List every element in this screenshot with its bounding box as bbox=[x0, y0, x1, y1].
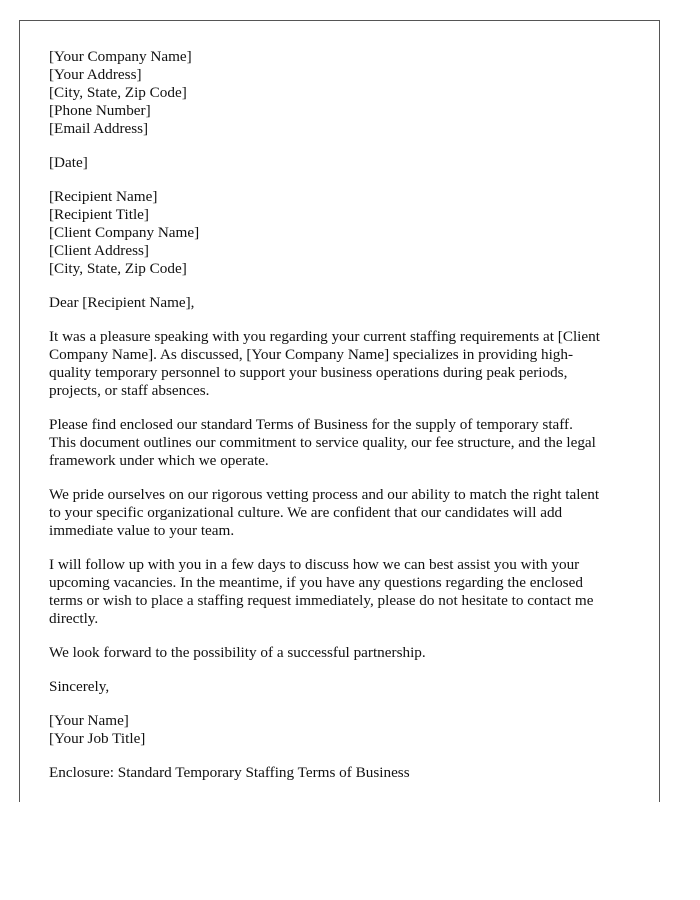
date-block bbox=[49, 154, 639, 172]
sender-company: [Your Company Name] bbox=[49, 48, 192, 65]
paragraph-line: terms or wish to place a staffing request immediately, please do not hesitate to contact me bbox=[49, 592, 594, 609]
paragraph-line: directly. bbox=[49, 610, 99, 627]
paragraph-line: Please find enclosed our standard Terms of Business for the supply of temporary staff. bbox=[49, 416, 573, 433]
paragraph-line: framework under which we operate. bbox=[49, 452, 269, 469]
paragraph-line: We look forward to the possibility of a successful partnership. bbox=[49, 644, 426, 661]
paragraph-line: I will follow up with you in a few days to discuss how we can best assist you with your bbox=[49, 556, 580, 573]
sender-city-state-zip: [City, State, Zip Code] bbox=[49, 84, 187, 101]
recipient-title: [Recipient Title] bbox=[49, 206, 149, 223]
sender-phone: [Phone Number] bbox=[49, 102, 151, 119]
sender-block bbox=[49, 48, 639, 138]
letter-content bbox=[49, 48, 639, 782]
paragraph-line: immediate value to your team. bbox=[49, 522, 235, 539]
body-paragraph-2 bbox=[49, 416, 639, 470]
sender-email: [Email Address] bbox=[49, 120, 149, 137]
body-paragraph-4 bbox=[49, 556, 639, 628]
signature-block bbox=[49, 712, 639, 748]
body-paragraph-5 bbox=[49, 644, 639, 662]
body-paragraph-3 bbox=[49, 486, 639, 540]
paragraph-line: projects, or staff absences. bbox=[49, 382, 210, 399]
paragraph-line: This document outlines our commitment to service quality, our fee structure, and the legal bbox=[49, 434, 596, 451]
signature-title: [Your Job Title] bbox=[49, 730, 146, 747]
paragraph-line: upcoming vacancies. In the meantime, if you have any questions regarding the enclosed bbox=[49, 574, 583, 591]
closing: Sincerely, bbox=[49, 678, 110, 695]
paragraph-line: quality temporary personnel to support your business operations during peak periods, bbox=[49, 364, 568, 381]
letter-date: [Date] bbox=[49, 154, 88, 171]
letter-page bbox=[19, 20, 660, 802]
paragraph-line: to your specific organizational culture. We are confident that our candidates will add bbox=[49, 504, 563, 521]
recipient-name: [Recipient Name] bbox=[49, 188, 158, 205]
enclosure-note: Enclosure: Standard Temporary Staffing Terms of Business bbox=[49, 764, 410, 781]
recipient-block bbox=[49, 188, 639, 278]
body-paragraph-1 bbox=[49, 328, 639, 400]
recipient-city-state-zip: [City, State, Zip Code] bbox=[49, 260, 187, 277]
paragraph-line: We pride ourselves on our rigorous vetting process and our ability to match the right talent bbox=[49, 486, 600, 503]
signature-name: [Your Name] bbox=[49, 712, 129, 729]
recipient-address: [Client Address] bbox=[49, 242, 149, 259]
recipient-company: [Client Company Name] bbox=[49, 224, 200, 241]
paragraph-line: Company Name]. As discussed, [Your Company Name] specializes in providing high- bbox=[49, 346, 574, 363]
sender-address: [Your Address] bbox=[49, 66, 142, 83]
paragraph-line: It was a pleasure speaking with you regarding your current staffing requirements at [Client bbox=[49, 328, 600, 345]
salutation: Dear [Recipient Name], bbox=[49, 294, 195, 311]
